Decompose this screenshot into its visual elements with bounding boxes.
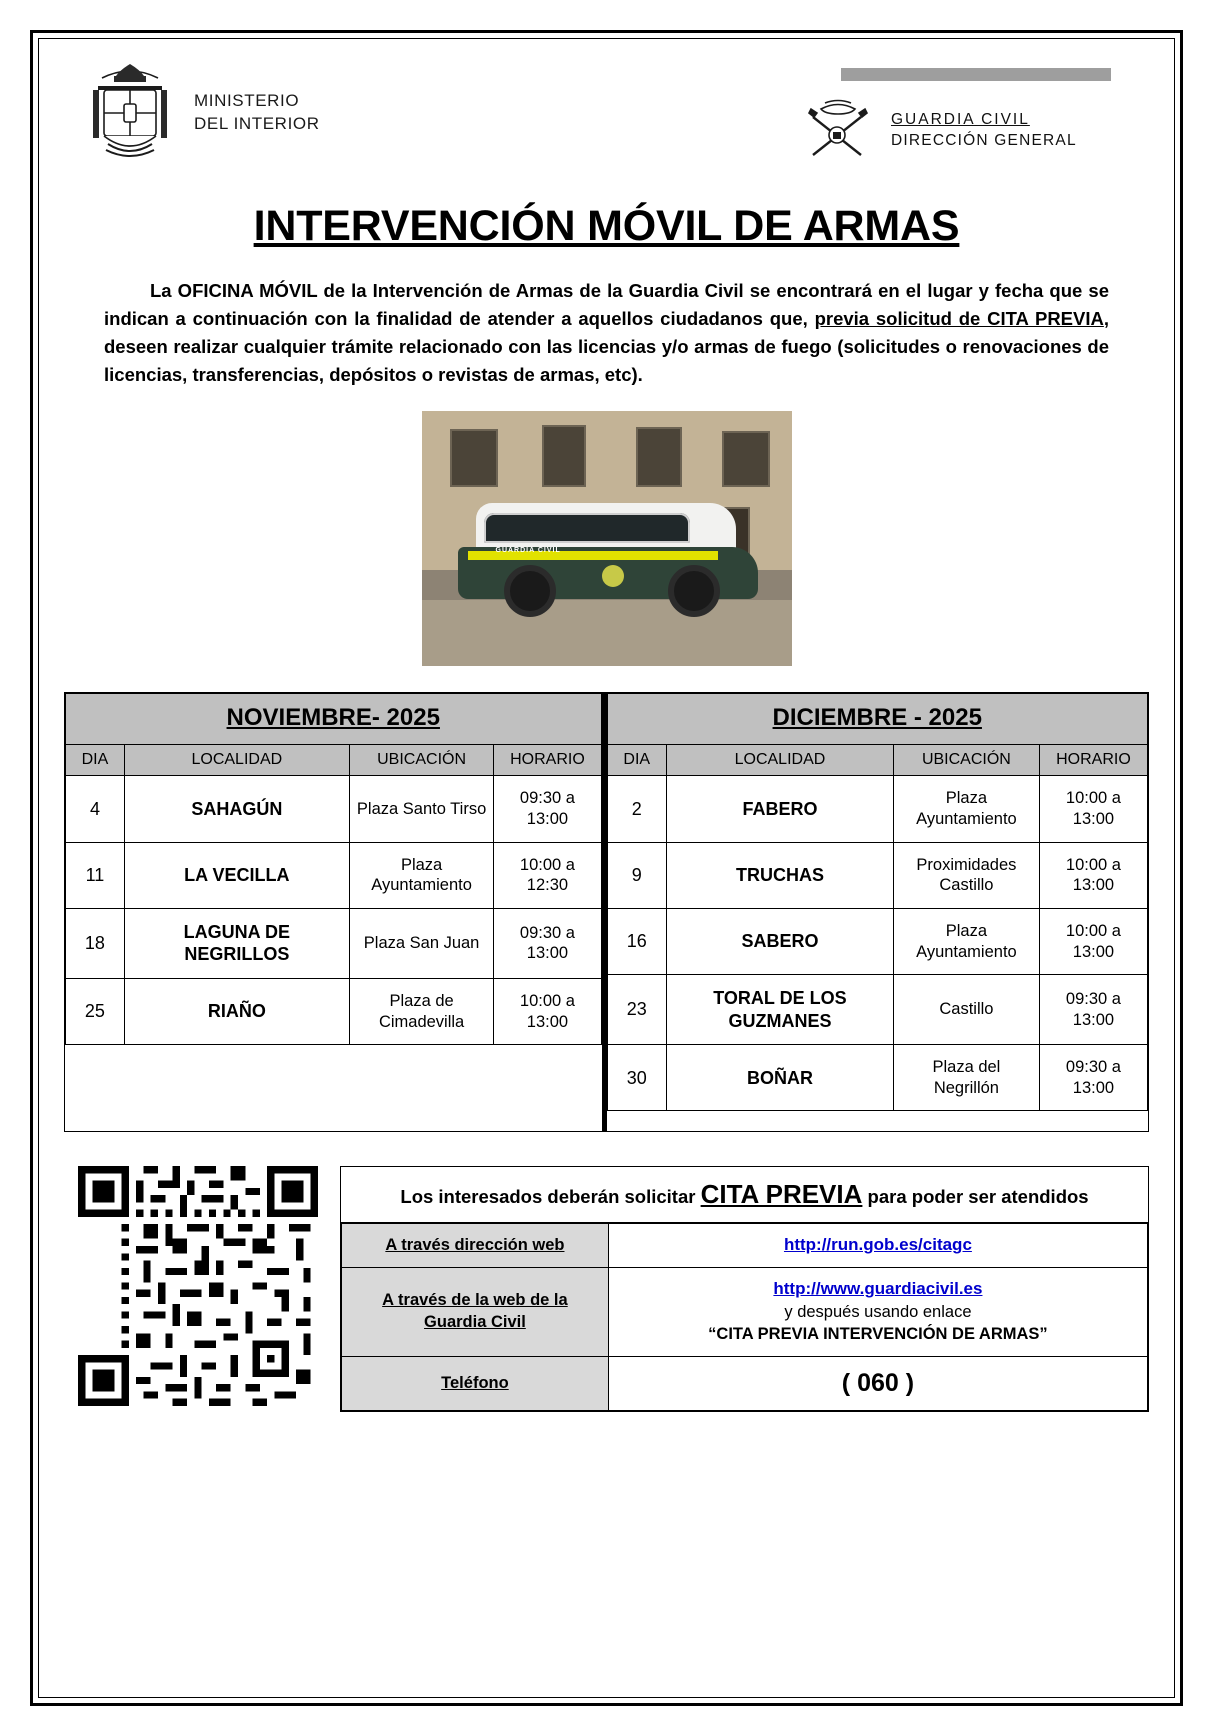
table-row [66, 908, 602, 978]
citagc-link[interactable]: http://run.gob.es/citagc [783, 1235, 972, 1255]
col-header-horario: HORARIO [494, 745, 601, 776]
cell-dia: 25 [66, 978, 125, 1044]
schedule-tables [64, 692, 1149, 1132]
cita-title-before: Los interesados deberán solicitar [400, 1186, 701, 1208]
cell-localidad: RIAÑO [124, 978, 349, 1044]
intro-paragraph [104, 277, 1109, 389]
ministry-block [84, 60, 320, 164]
cell-empty [66, 1045, 602, 1132]
november-table [65, 693, 602, 1131]
cell-horario: 10:00 a 13:00 [1039, 842, 1147, 908]
cell-ubicacion: Plaza Ayuntamiento [893, 908, 1039, 974]
qr-code-icon[interactable] [78, 1166, 318, 1406]
table-row [342, 1224, 1148, 1268]
cell-horario: 10:00 a 13:00 [1039, 776, 1147, 842]
cell-localidad: SAHAGÚN [124, 776, 349, 842]
intro-part-2: , deseen realizar cualquier trámite relacionado con las licencias y/o armas de fuego (solicitudes o renovaciones de licencias, transferencias, depósitos o revistas de armas, etc). [104, 308, 1110, 386]
cell-horario: 10:00 a 13:00 [1039, 908, 1147, 974]
table-row [342, 1268, 1148, 1356]
poster-content [62, 50, 1151, 1412]
cita-previa-box [340, 1166, 1149, 1412]
col-header-horario: HORARIO [1039, 745, 1147, 776]
photo-container [62, 411, 1151, 666]
cita-title-emphasis: CITA PREVIA [700, 1179, 863, 1210]
cell-localidad: LAGUNA DE NEGRILLOS [124, 908, 349, 978]
cell-horario: 09:30 a 13:00 [1039, 1045, 1147, 1111]
cell-horario: 10:00 a 12:30 [494, 842, 601, 908]
photo-window [636, 427, 682, 487]
bottom-section [64, 1166, 1149, 1412]
table-row [607, 842, 1148, 908]
cell-ubicacion: Plaza Santo Tirso [349, 776, 494, 842]
table-row [607, 908, 1148, 974]
intro-underlined: previa solicitud de CITA PREVIA [814, 308, 1104, 330]
col-header-ubicacion: UBICACIÓN [893, 745, 1039, 776]
month-title-november: NOVIEMBRE- 2025 [66, 694, 602, 745]
intro-part-1: La OFICINA MÓVIL de la Intervención de Armas de la Guardia Civil se encontrará en el lugar y fecha que se indican a continuación con la finalidad de atender a aquellos ciudadanos que, [104, 280, 1109, 330]
col-header-ubicacion: UBICACIÓN [349, 745, 494, 776]
cell-horario: 10:00 a 13:00 [494, 978, 601, 1044]
van-illustration [452, 503, 770, 625]
cell-ubicacion: Plaza San Juan [349, 908, 494, 978]
guardia-civil-name [891, 110, 1077, 152]
van-wheel [504, 565, 556, 617]
gc-line-2: DIRECCIÓN GENERAL [891, 132, 1077, 149]
december-table [607, 693, 1149, 1111]
cell-dia: 11 [66, 842, 125, 908]
photo-window [450, 429, 498, 487]
van-windows [484, 513, 690, 543]
cita-note: y después usando enlace [784, 1303, 972, 1322]
col-header-dia: DIA [66, 745, 125, 776]
cell-horario: 09:30 a 13:00 [494, 908, 601, 978]
mobile-office-van-photo [422, 411, 792, 666]
col-header-localidad: LOCALIDAD [666, 745, 893, 776]
cell-localidad: TRUCHAS [666, 842, 893, 908]
cell-localidad: SABERO [666, 908, 893, 974]
table-row [607, 1045, 1148, 1111]
spain-coat-of-arms-icon [84, 60, 176, 164]
cell-dia: 2 [607, 776, 666, 842]
ministry-line-1: MINISTERIO [194, 91, 300, 110]
guardia-civil-emblem-icon [801, 99, 875, 163]
cell-dia: 18 [66, 908, 125, 978]
cita-label-phone: Teléfono [342, 1356, 609, 1411]
table-row-empty [66, 1045, 602, 1132]
cell-dia: 9 [607, 842, 666, 908]
phone-number: ( 060 ) [841, 1368, 915, 1397]
table-row [66, 978, 602, 1044]
table-row [607, 776, 1148, 842]
cita-title-after: para poder ser atendidos [862, 1186, 1089, 1208]
cita-label-web: A través dirección web [342, 1224, 609, 1268]
cell-localidad: TORAL DE LOS GUZMANES [666, 975, 893, 1045]
schedule-december [607, 693, 1149, 1131]
cita-previa-title [341, 1167, 1148, 1223]
cell-dia: 23 [607, 975, 666, 1045]
guardiacivil-link[interactable]: http://www.guardiacivil.es [773, 1279, 983, 1299]
cita-previa-table [341, 1223, 1148, 1411]
table-row [607, 975, 1148, 1045]
cell-horario: 09:30 a 13:00 [1039, 975, 1147, 1045]
cell-ubicacion: Plaza de Cimadevilla [349, 978, 494, 1044]
cell-dia: 16 [607, 908, 666, 974]
photo-window [542, 425, 586, 487]
page-title: INTERVENCIÓN MÓVIL DE ARMAS [253, 202, 960, 250]
cita-value-gc-web [608, 1268, 1147, 1356]
van-label: GUARDIA CIVIL [495, 547, 561, 555]
schedule-november [65, 693, 607, 1131]
ministry-name [194, 60, 320, 136]
photo-window [722, 431, 770, 487]
cita-quoted-link-name: “CITA PREVIA INTERVENCIÓN DE ARMAS” [708, 1325, 1048, 1344]
poster-header [62, 50, 1151, 180]
col-header-localidad: LOCALIDAD [124, 745, 349, 776]
table-row [66, 776, 602, 842]
col-header-dia: DIA [607, 745, 666, 776]
cell-ubicacion: Plaza Ayuntamiento [349, 842, 494, 908]
cell-ubicacion: Plaza Ayuntamiento [893, 776, 1039, 842]
table-row [342, 1356, 1148, 1411]
cell-dia: 4 [66, 776, 125, 842]
cell-localidad: LA VECILLA [124, 842, 349, 908]
cita-label-gc-web: A través de la web de la Guardia Civil [342, 1268, 609, 1356]
gray-bar-decoration [841, 68, 1111, 81]
cell-horario: 09:30 a 13:00 [494, 776, 601, 842]
cell-ubicacion: Proximidades Castillo [893, 842, 1039, 908]
month-title-december: DICIEMBRE - 2025 [607, 694, 1148, 745]
guardia-civil-block [801, 60, 1131, 163]
gc-line-1: GUARDIA CIVIL [891, 111, 1030, 129]
cita-value-web [608, 1224, 1147, 1268]
cell-ubicacion: Plaza del Negrillón [893, 1045, 1039, 1111]
cell-localidad: FABERO [666, 776, 893, 842]
ministry-line-2: DEL INTERIOR [194, 113, 320, 133]
table-row [66, 842, 602, 908]
cell-dia: 30 [607, 1045, 666, 1111]
cell-localidad: BOÑAR [666, 1045, 893, 1111]
cita-value-phone [608, 1356, 1147, 1411]
cell-ubicacion: Castillo [893, 975, 1039, 1045]
van-wheel [668, 565, 720, 617]
van-emblem-icon [602, 565, 624, 587]
